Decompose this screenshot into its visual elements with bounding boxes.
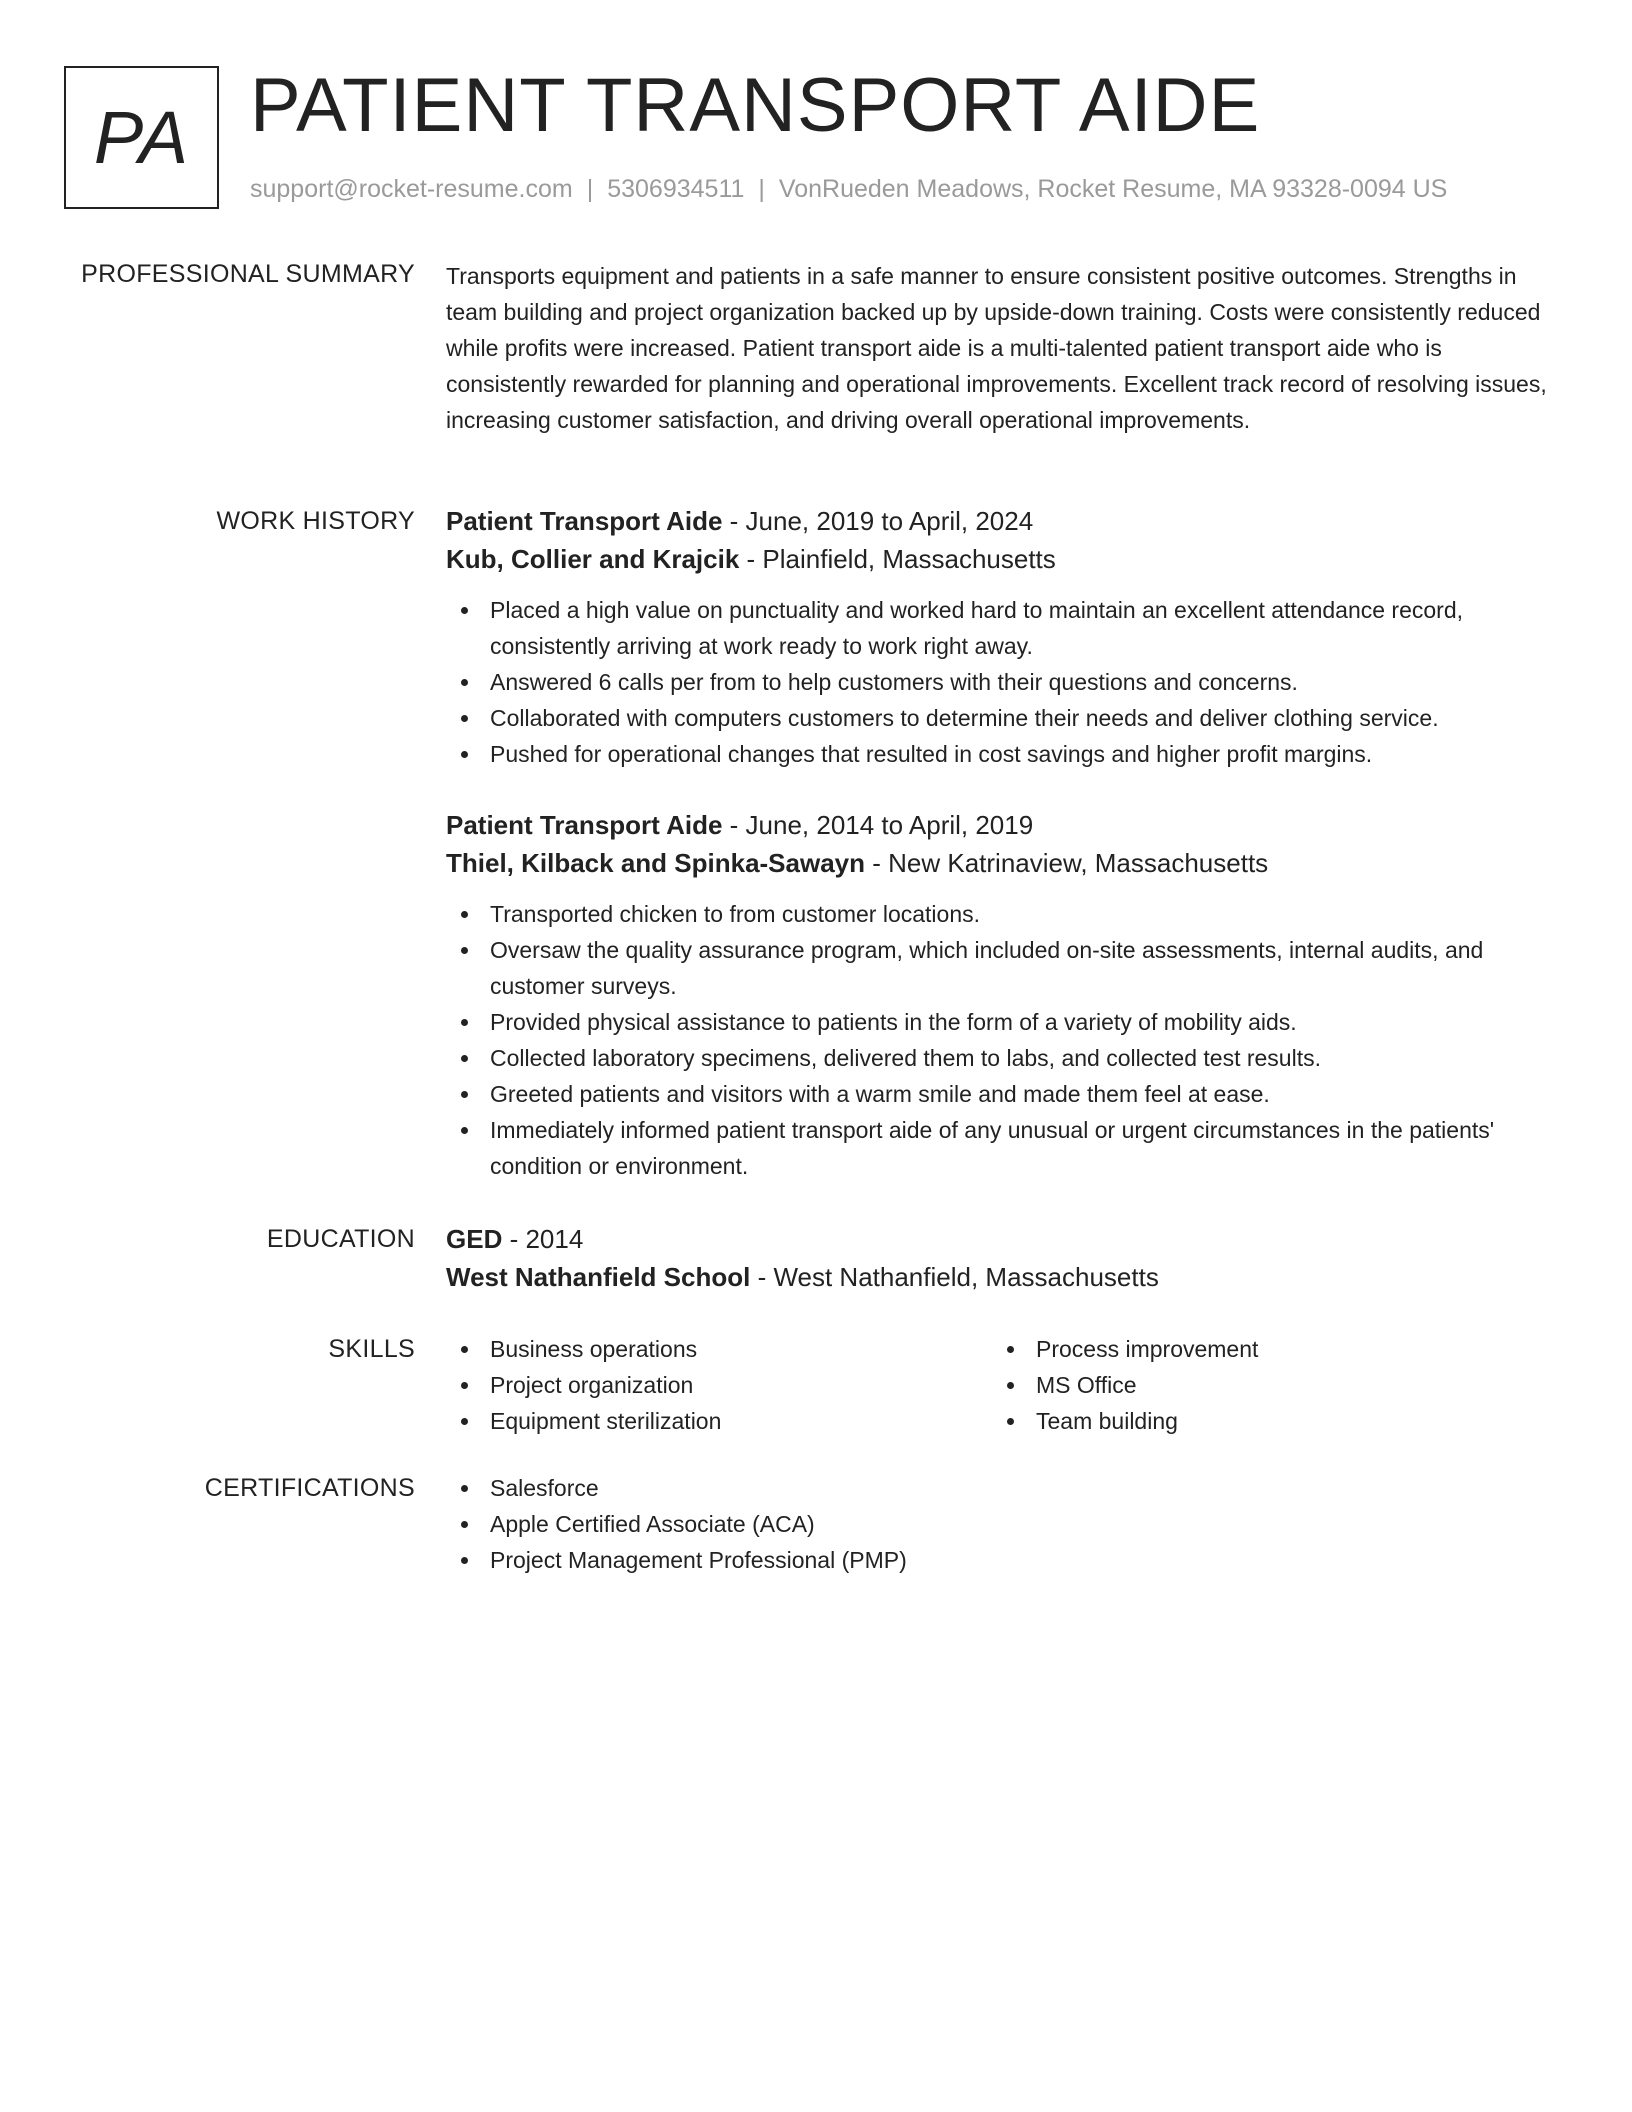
- contact-separator: |: [758, 175, 765, 203]
- job-role: Patient Transport Aide: [446, 810, 723, 840]
- list-item: Greeted patients and visitors with a warm smile and made them feel at ease.: [446, 1076, 1566, 1112]
- job-dates: - June, 2014 to April, 2019: [722, 810, 1034, 840]
- contact-phone[interactable]: 5306934511: [607, 175, 745, 203]
- section-title: CERTIFICATIONS: [204, 1474, 415, 1502]
- job-title-line: [446, 806, 1566, 844]
- list-item: Oversaw the quality assurance program, which included on-site assessments, internal audits, and customer surveys.: [446, 932, 1566, 1004]
- list-item: MS Office: [992, 1367, 1538, 1403]
- skills-column: [446, 1331, 992, 1439]
- section-title: WORK HISTORY: [216, 507, 415, 535]
- contact-email[interactable]: support@rocket-resume.com: [250, 175, 573, 203]
- list-item: Salesforce: [446, 1470, 1566, 1506]
- list-item: Immediately informed patient transport aide of any unusual or urgent circumstances in the patients' condition or environment.: [446, 1112, 1566, 1184]
- summary-text: Transports equipment and patients in a safe manner to ensure consistent positive outcomes. Strengths in team building and project organization backed up by upside-down training. Costs were consistently reduced while profits were increased. Patient transport aide is a multi-talented patient transport aide who is consistently rewarded for planning and operational improvements. Excellent track record of resolving issues, increasing customer satisfaction, and driving overall operational improvements.: [446, 263, 1547, 433]
- monogram-logo: PA: [64, 66, 219, 209]
- contact-address: VonRueden Meadows, Rocket Resume, MA 93328-0094 US: [778, 175, 1448, 203]
- certifications-entry: [446, 1470, 1566, 1578]
- job-duties-list: [446, 592, 1566, 772]
- job-employer: Kub, Collier and Krajcik: [446, 544, 740, 574]
- list-item: Pushed for operational changes that resulted in cost savings and higher profit margins.: [446, 736, 1566, 772]
- list-item: Team building: [992, 1403, 1538, 1439]
- section-title: PROFESSIONAL SUMMARY: [81, 260, 415, 288]
- certifications-list: [446, 1470, 1566, 1578]
- job-employer-line: [446, 540, 1566, 578]
- education-school: West Nathanfield School: [446, 1262, 751, 1292]
- list-item: Collected laboratory specimens, delivered them to labs, and collected test results.: [446, 1040, 1566, 1076]
- job-duties-list: [446, 896, 1566, 1184]
- list-item: Transported chicken to from customer locations.: [446, 896, 1566, 932]
- list-item: Provided physical assistance to patients in the form of a variety of mobility aids.: [446, 1004, 1566, 1040]
- list-item: Project organization: [446, 1367, 992, 1403]
- section-title: SKILLS: [328, 1335, 415, 1363]
- contact-separator: |: [586, 175, 594, 203]
- list-item: Collaborated with computers customers to determine their needs and deliver clothing service.: [446, 700, 1566, 736]
- job-entry: [446, 502, 1566, 772]
- list-item: Apple Certified Associate (ACA): [446, 1506, 1566, 1542]
- skills-column: [992, 1331, 1538, 1439]
- job-employer: Thiel, Kilback and Spinka-Sawayn: [446, 848, 866, 878]
- job-employer-line: [446, 844, 1566, 882]
- job-entry: [446, 806, 1566, 1184]
- list-item: Answered 6 calls per from to help customers with their questions and concerns.: [446, 664, 1566, 700]
- list-item: Project Management Professional (PMP): [446, 1542, 1566, 1578]
- job-role: Patient Transport Aide: [446, 506, 723, 536]
- education-degree: GED: [446, 1224, 503, 1254]
- list-item: Business operations: [446, 1331, 992, 1367]
- list-item: Process improvement: [992, 1331, 1538, 1367]
- resume-header: [64, 63, 1568, 210]
- list-item: Placed a high value on punctuality and worked hard to maintain an excellent attendance record, consistently arriving at work ready to work right away.: [446, 592, 1566, 664]
- education-entry: [446, 1220, 1566, 1296]
- education-degree-line: [446, 1220, 1566, 1258]
- skills-grid: [446, 1331, 1566, 1439]
- job-dates: - June, 2019 to April, 2024: [722, 506, 1034, 536]
- list-item: Equipment sterilization: [446, 1403, 992, 1439]
- contact-line: [250, 173, 1447, 205]
- section-title: EDUCATION: [266, 1225, 415, 1253]
- education-year: - 2014: [502, 1224, 584, 1254]
- education-location: - West Nathanfield, Massachusetts: [750, 1262, 1159, 1292]
- job-location: - New Katrinaview, Massachusetts: [865, 848, 1269, 878]
- education-school-line: [446, 1258, 1566, 1296]
- job-title-line: [446, 502, 1566, 540]
- job-location: - Plainfield, Massachusetts: [739, 544, 1056, 574]
- candidate-title: PATIENT TRANSPORT AIDE: [250, 63, 1261, 148]
